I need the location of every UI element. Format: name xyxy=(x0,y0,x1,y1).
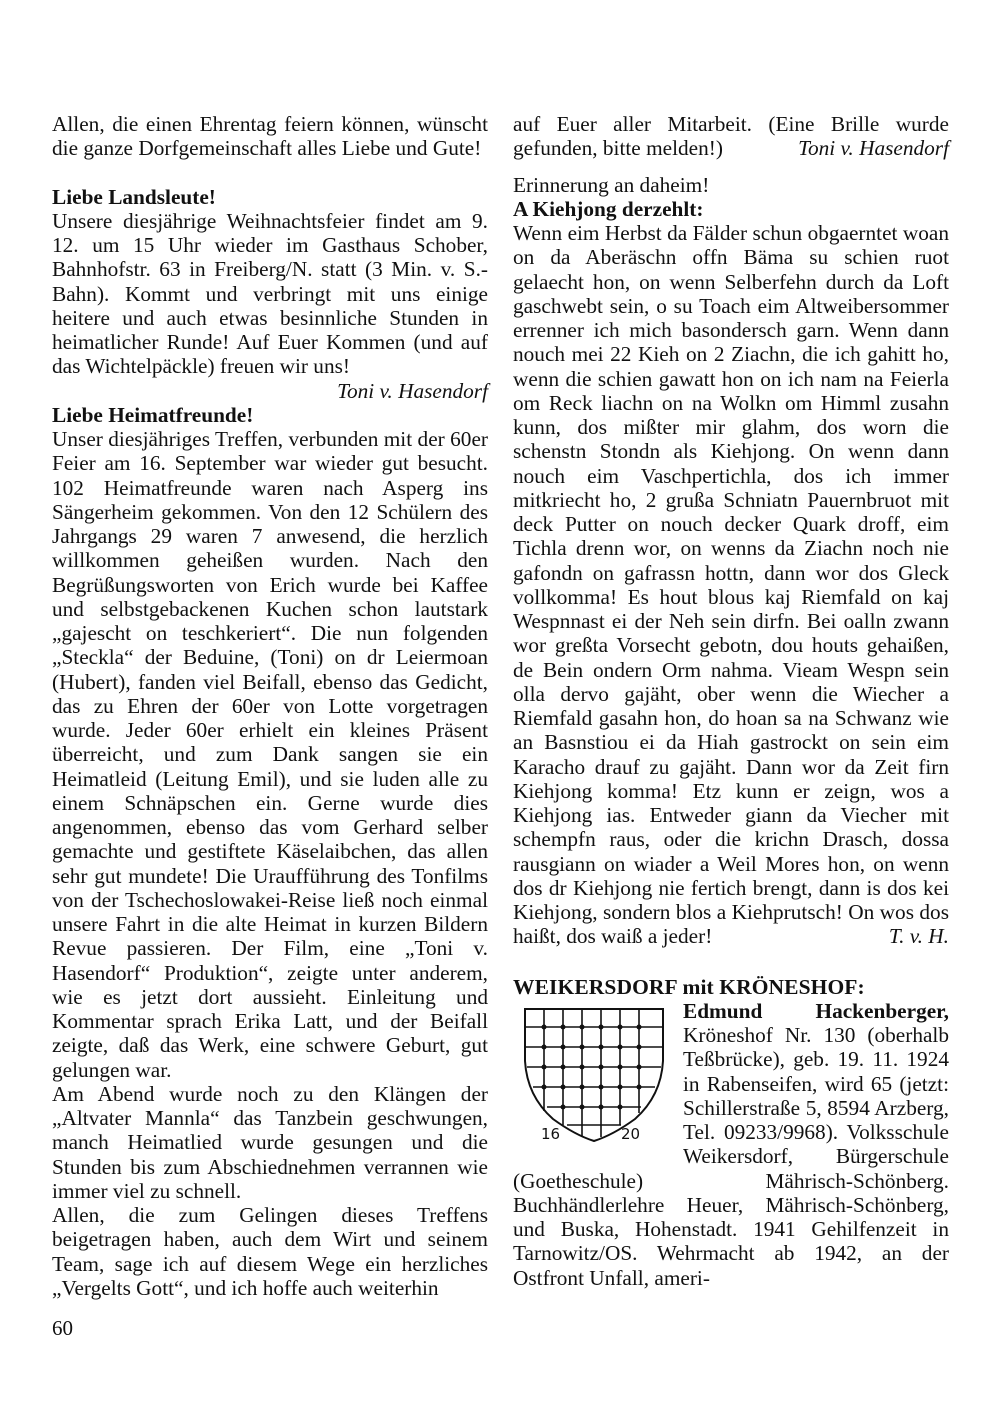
left-column xyxy=(52,112,488,1300)
signature-toni-inline: Toni v. Hasendorf xyxy=(798,136,949,161)
continuation-paragraph xyxy=(513,112,949,161)
greeting-paragraph: Allen, die einen Ehrentag feiern können, wünscht die ganze Dorfgemeinschaft alles Liebe und Gute! xyxy=(52,112,488,161)
section-title-weikersdorf: WEIKERSDORF mit KRÖNESHOF: xyxy=(513,974,865,999)
dialect-story-paragraph xyxy=(513,221,949,949)
biography-paragraph: Kröneshof Nr. 130 (oberhalb Teßbrücke), geb. 19. 11. 1924 in Rabenseifen, wird 65 (jetzt: Schillerstraße 5, 8594 Arzberg, Tel. 09233/9968). Volksschule Weikersdorf, Bürgerschule (Goetheschule) Mährisch-Schönberg. Buchhändlerlehre Heuer, Mährisch-Schönberg, und Buska, Hohenstadt. 1941 Gehilfenzeit in Tarnowitz/OS. Wehrmacht ab 1942, an der Ostfront Unfall, ameri- xyxy=(513,1023,949,1290)
evening-paragraph: Am Abend wurde noch zu den Klängen der „Altvater Mannla“ das Tanzbein geschwungen, manch Heimatlied wurde gesungen und die Stunden bis zum Abschiednehmen verrannen wie immer viel zu schnell. xyxy=(52,1081,488,1203)
signature-toni: Toni v. Hasendorf xyxy=(337,378,488,403)
heading-liebe-landsleute: Liebe Landsleute! xyxy=(52,184,216,209)
meeting-report-paragraph: Unser diesjähriges Treffen, verbunden mit der 60er Feier am 16. September war wieder gut besucht. 102 Heimatfreunde waren nach Asperg ins Sängerheim gekommen. Von den 12 Schülern des Jahrgangs 29 waren 7 anwesend, die herzlich willkommen geheißen wurden. Nach den Begrüßungsworten von Erich wurde bei Kaffee und selbstgebackenen Kuchen schon lautstark „gajescht on teschkeriert“. Die nun folgenden „Steckla“ der Beduine, (Toni) on dr Leiermoan (Hubert), fanden viel Beifall, ebenso das Gedicht, das zu Ehren der 60er von Lotte vorgetragen wurde. Jeder 60er erhielt ein kleines Präsent überreicht, und zum Dank sangen sie ein Heimatleid (Leitung Emil), und sie luden alle zu einem Schnäpschen ein. Gerne wurde dies angenommen, ebenso das vom Gerhard selber gemachte und gestiftete Käselaibchen, das allen sehr gut mundete! Die Uraufführung des Tonfilms von der Tschechoslowakei-Reise ließ noch einmal unsere Fahrt in die alte Heimat in kurzen Bildern Revue passieren. Der Film, eine „Toni v. Hasendorf“ Produktion“, zeigte unter anderem, wie es jetzt dort aussieht. Einleitung und Kommentar sprach Erika Latt, und der Beifall zeigte, daß das Werk, eine schwere Geburt, gut gelungen war. xyxy=(52,427,488,1082)
person-first-name: Edmund xyxy=(683,998,763,1023)
crest-year-right: 20 xyxy=(621,1124,641,1143)
heading-liebe-heimatfreunde: Liebe Heimatfreunde! xyxy=(52,402,254,427)
person-name xyxy=(683,999,949,1023)
christmas-party-paragraph: Unsere diesjährige Weihnachtsfeier findet am 9. 12. um 15 Uhr wieder im Gasthaus Schober, Bahnhofstr. 63 in Freiberg/N. statt (3 Min. v. S.-Bahn). Kommt und verbringt mit uns einige heitere und auch etwas besinnliche Stunden in heimatlicher Runde! Auf Euer Kommen (und auf das Wichtelpäckle) freuen wir uns! xyxy=(52,208,488,379)
memory-title: Erinnerung an daheim! xyxy=(513,172,710,197)
dialect-story-text: Wenn eim Herbst da Fälder schun obgaerntet woan on da Aberäschn offn Bäma su schien ruot gelaecht hon, on wenn Selberfehn durch da Loft gaschwebt sein, o su Toach eim Altweibersommer errenner ich mich basondersch garn. Wenn dann nouch mei 22 Kieh on 2 Ziachn, die ich gahitt ho, wenn die schien gawatt hon on ich nam na Feierla om Reck liachn on na Wolkn om Himml zusahn kunn, dos mißter mir glahm, dos worn die schenstn Stondn als Kiehjong. On wenn dann nouch eim Vaschpertichla, dos ich immer mitkriecht ho, 2 grußa Schniatn Pauernbruot mit deck Putter on nouch decker Quark droff, eim Tichla drenn wor, on wenns da Ziachn noch nie gafondn on gafrassn hottn, dann wor dos Gleck vollkomma! Es hout blous kaj Riemfald on kaj Wespnnast ei der Neh sein dirfn. Bei oalln zwann wor greßta Vorsecht gebotn, dou houts gehaißen, de Bein ondern Orm nahma. Vieam Wespn sein olla dervo gajäht, ober wenn die Wiecher a Riemfald gasahn hon, do hoan sa na Schwanz wie an Basnstiou ei da Hiah gastrockt on sein eim Karacho drauf zu gajäht. Dann wor da Zeit firn Kiehjong komma! Etz kunn er zeign, wos a Kiehjong ias. Entweder giann da Viecher mit schempfn raus, oder die krichn Drasch, dossa rausgiann on wiader a Weil Mores hon, on wenn dos dr Kiehjong nie fertich brengt, dann is dos kei Kiehjong, sondern blos a Kiehprutsch! On wos dos haißt, dos waiß a jeder! xyxy=(513,221,949,949)
signature-tvh: T. v. H. xyxy=(888,924,949,949)
page-number: 60 xyxy=(52,1316,73,1340)
thanks-paragraph: Allen, die zum Gelingen dieses Treffens beigetragen haben, auch dem Wirt und seinem Team, sage ich auf diesem Wege ein herzliches „Vergelts Gott“, und ich hoffe auch weiterhin xyxy=(52,1203,488,1300)
village-crest xyxy=(513,1001,675,1147)
crest-icon xyxy=(513,1001,675,1147)
right-column xyxy=(513,112,949,1290)
crest-year-left: 16 xyxy=(541,1124,561,1143)
continuation-text: auf Euer aller Mitarbeit. (Eine Brille wurde gefunden, bitte melden!) xyxy=(513,112,949,161)
person-last-name: Hackenberger, xyxy=(815,998,949,1023)
heading-kiehjong: A Kiehjong derzehlt: xyxy=(513,196,704,221)
